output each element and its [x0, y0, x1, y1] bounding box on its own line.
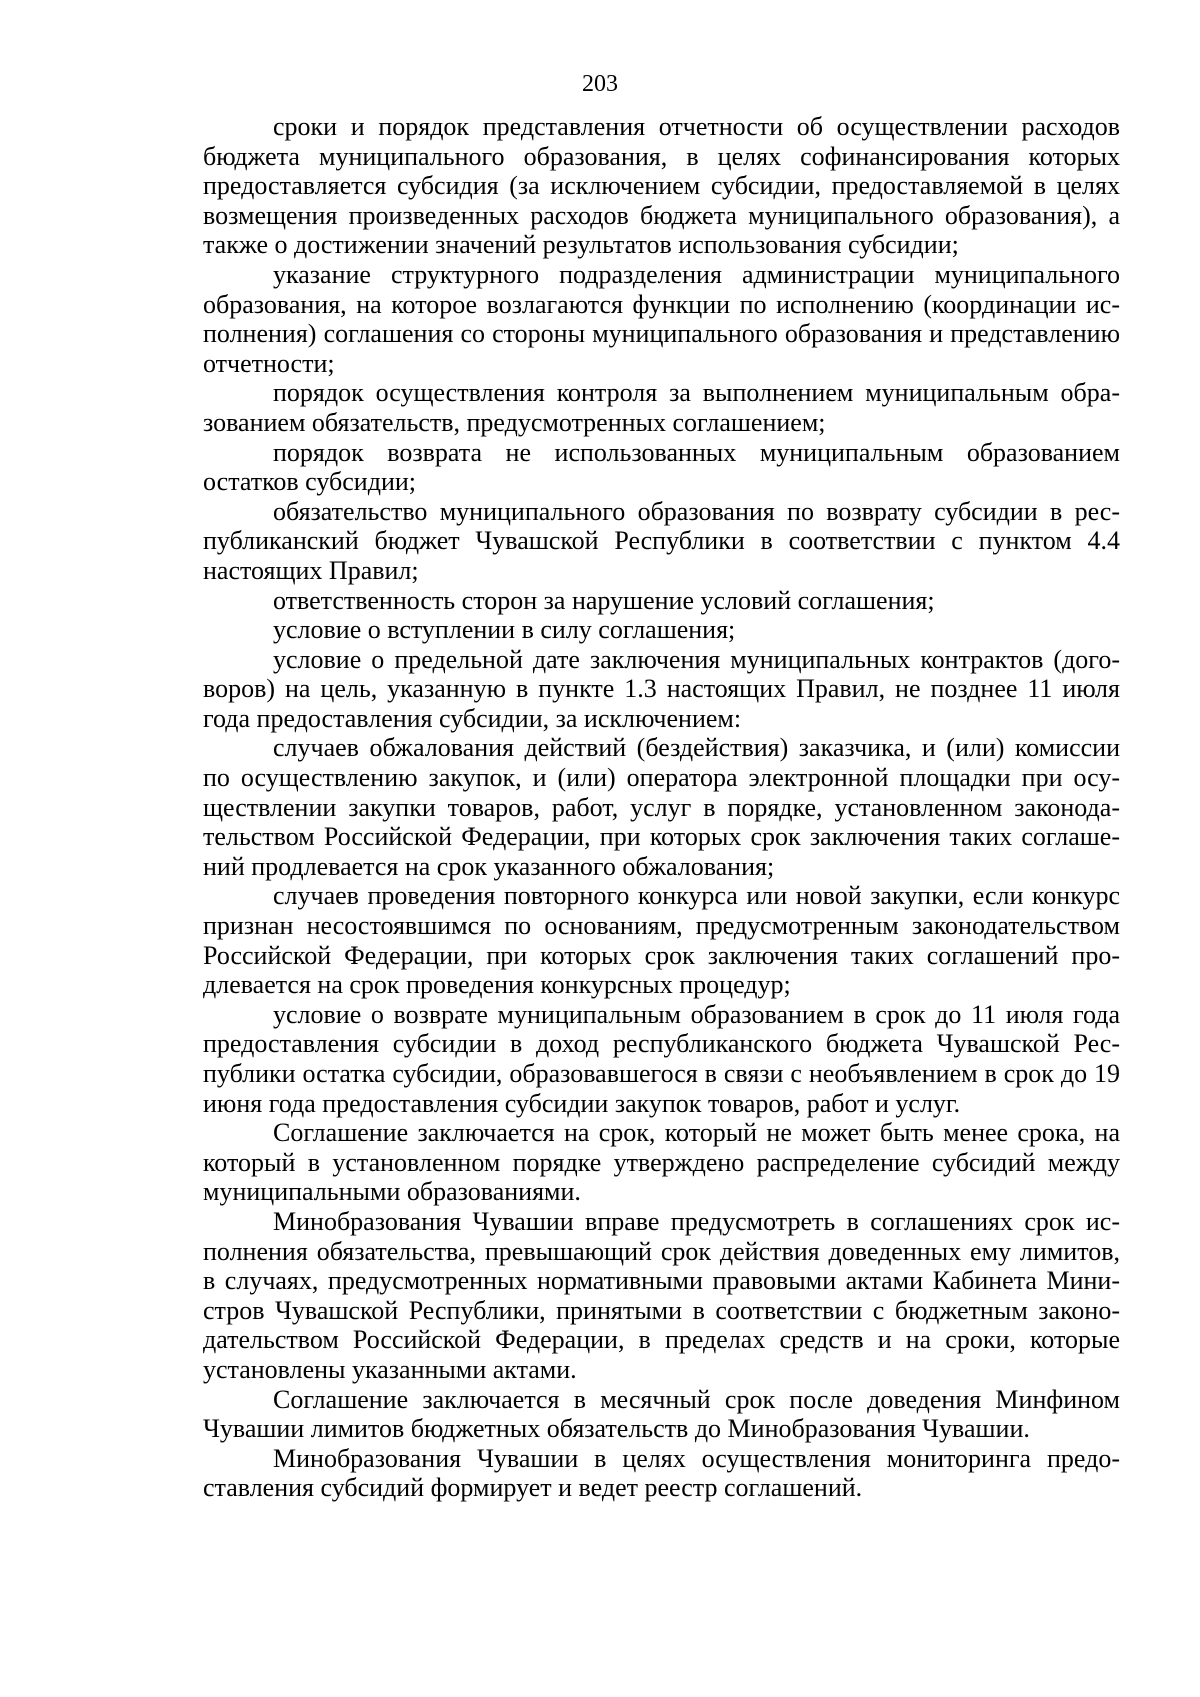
document-body	[203, 112, 1120, 1503]
paragraph-obligation-term: Минобразования Чувашии вправе предусмотреть в соглашениях срок исполнения обязательства, превышающий срок действия доведенных ему лимитов, в случаях, предусмотренных нормативными правовыми актами Кабинета Министров Чувашской Республики, принятыми в соответствии с бюджетным законодательством Российской Федерации, в пределах средств и на сроки, которые установлены указанными актами.	[203, 1206, 1120, 1384]
paragraph-contract-deadline: условие о предельной дате заключения муниципальных контрактов (договоров) на цель, указанную в пункте 1.3 настоящих Правил, не позднее 11 июля года предоставления субсидии, за исключением:	[203, 644, 1120, 733]
paragraph-structural-unit: указание структурного подразделения администрации муниципального образования, на которое возлагаются функции по исполнению (координации исполнения) соглашения со стороны муниципального образования и представлению отчетности;	[203, 259, 1120, 378]
paragraph-appeal-cases: случаев обжалования действий (бездействия) заказчика, и (или) комиссии по осуществлению закупок, и (или) оператора электронной площадки при осуществлении закупки товаров, работ, услуг в порядке, установленном законодательством Российской Федерации, при которых срок заключения таких соглашений продлевается на срок указанного обжалования;	[203, 733, 1120, 881]
paragraph-return-procedure: порядок возврата не использованных муниципальным образованием остатков субсидии;	[203, 437, 1120, 497]
paragraph-liability: ответственность сторон за нарушение условий соглашения;	[273, 585, 935, 615]
paragraph-repeat-tender-cases: случаев проведения повторного конкурса или новой закупки, если конкурс признан несостоявшимся по основаниям, предусмотренным законодательством Российской Федерации, при которых срок заключения таких соглашений продлевается на срок проведения конкурсных процедур;	[203, 881, 1120, 1000]
paragraph-monthly-term: Соглашение заключается в месячный срок после доведения Минфином Чувашии лимитов бюджетных обязательств до Минобразования Чувашии.	[203, 1384, 1120, 1444]
paragraph-reporting-terms: сроки и порядок представления отчетности об осуществлении расходов бюджета муниципального образования, в целях софинансирования которых предоставляется субсидия (за исключением субсидии, предоставляемой в целях возмещения произведенных расходов бюджета муниципального образования), а также о достижении значений результатов использования субсидии;	[203, 112, 1120, 260]
page-number: 203	[582, 71, 618, 97]
paragraph-balance-return: условие о возврате муниципальным образованием в срок до 11 июля года предоставления субсидии в доход республиканского бюджета Чувашской Республики остатка субсидии, образовавшегося в связи с необъявлением в срок до 19 июня года предоставления субсидии закупок товаров, работ и услуг.	[203, 999, 1120, 1118]
paragraph-entry-into-force: условие о вступлении в силу соглашения;	[273, 615, 736, 645]
paragraph-control-procedure: порядок осуществления контроля за выполнением муниципальным образованием обязательств, предусмотренных соглашением;	[203, 378, 1120, 437]
paragraph-return-obligation: обязательство муниципального образования по возврату субсидии в республиканский бюджет Чувашской Республики в соответствии с пунктом 4.4 настоящих Правил;	[203, 496, 1120, 585]
paragraph-agreement-term: Соглашение заключается на срок, который не может быть менее срока, на который в установленном порядке утверждено распределение субсидий между муниципальными образованиями.	[203, 1118, 1120, 1207]
paragraph-registry: Минобразования Чувашии в целях осуществления мониторинга предоставления субсидий формирует и ведет реестр соглашений.	[203, 1443, 1120, 1503]
